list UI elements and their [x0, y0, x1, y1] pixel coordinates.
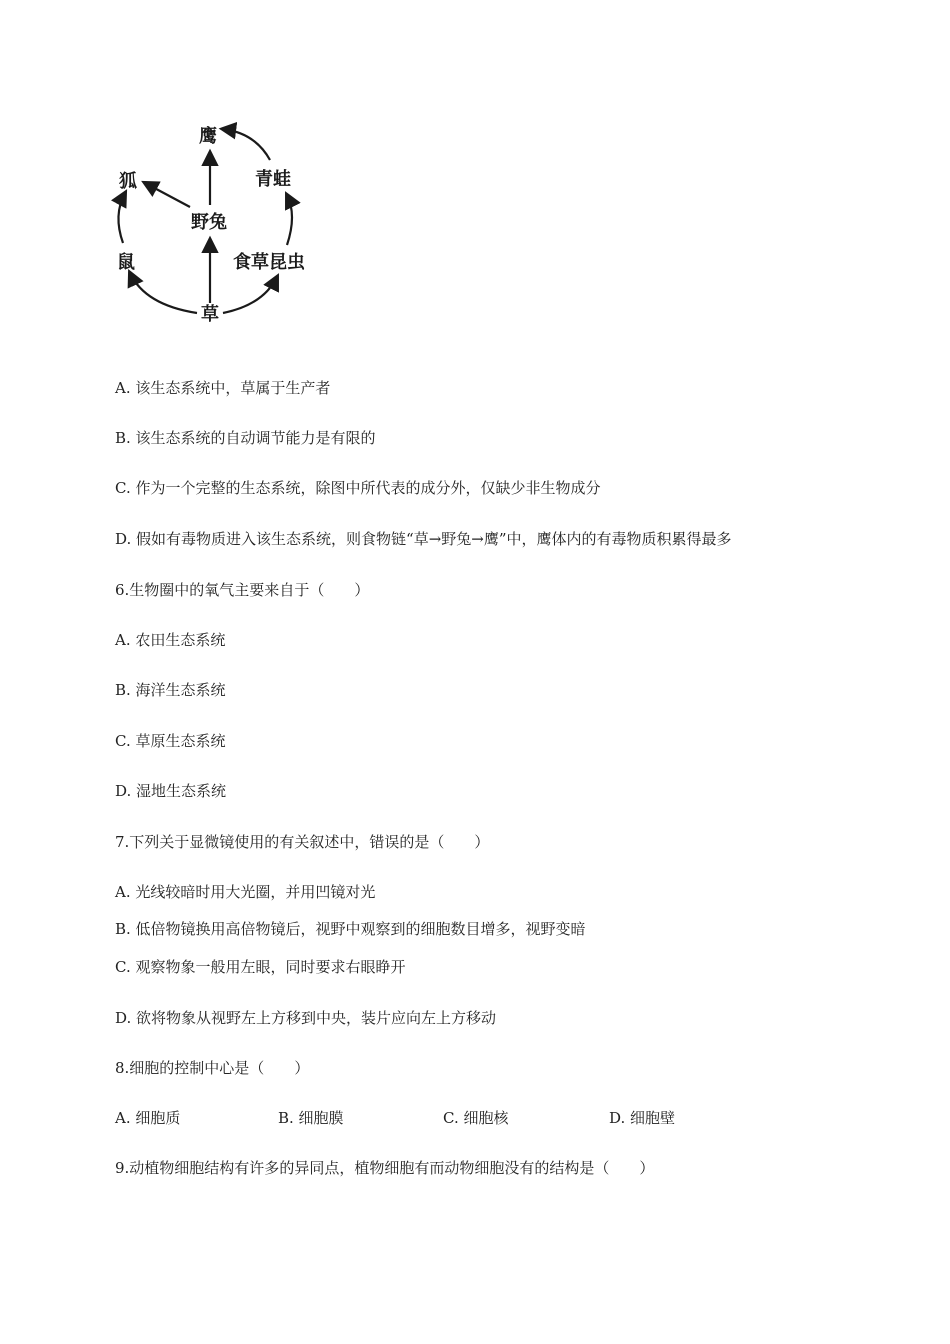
q7-option-d: D. 欲将物象从视野左上方移到中央，装片应向左上方移动	[115, 1009, 497, 1027]
q6-option-a: A. 农田生态系统	[115, 631, 226, 649]
arrow-frog-eagle	[223, 129, 270, 160]
q6-option-c: C. 草原生态系统	[115, 732, 226, 750]
q5-option-a: A. 该生态系统中，草属于生产者	[115, 379, 331, 397]
q7-stem: 7.下列关于显微镜使用的有关叙述中，错误的是（ ）	[115, 833, 490, 851]
node-grass: 草	[201, 304, 219, 325]
q7-option-c: C. 观察物象一般用左眼，同时要求右眼睁开	[115, 958, 406, 976]
q9-stem: 9.动植物细胞结构有许多的异同点，植物细胞有而动物细胞没有的结构是（ ）	[115, 1159, 655, 1177]
q8-option-b: B. 细胞膜	[278, 1109, 344, 1127]
q6-option-b: B. 海洋生态系统	[115, 681, 226, 699]
arrow-grass-mouse	[130, 273, 197, 313]
q8-option-c: C. 细胞核	[443, 1109, 509, 1127]
node-eagle: 鹰	[199, 126, 217, 147]
q5-option-d: D. 假如有毒物质进入该生态系统，则食物链“草→野兔→鹰”中，鹰体内的有毒物质积累得最多	[115, 530, 732, 548]
node-frog: 青蛙	[255, 169, 291, 190]
q7-option-b: B. 低倍物镜换用高倍物镜后，视野中观察到的细胞数目增多，视野变暗	[115, 920, 586, 938]
q8-option-d: D. 细胞壁	[609, 1109, 676, 1127]
node-fox: 狐	[119, 171, 137, 192]
arrow-grass-insect	[223, 277, 277, 313]
q5-option-c: C. 作为一个完整的生态系统，除图中所代表的成分外，仅缺少非生物成分	[115, 479, 601, 497]
q8-option-a: A. 细胞质	[115, 1109, 181, 1127]
q7-option-a: A. 光线较暗时用大光圈，并用凹镜对光	[115, 883, 376, 901]
node-rabbit: 野兔	[191, 212, 227, 233]
node-mouse: 鼠	[117, 252, 135, 273]
q6-option-d: D. 湿地生态系统	[115, 782, 227, 800]
q8-stem: 8.细胞的控制中心是（ ）	[115, 1059, 310, 1077]
q5-option-b: B. 该生态系统的自动调节能力是有限的	[115, 429, 376, 447]
arrow-mouse-fox	[118, 193, 125, 243]
node-insect: 食草昆虫	[233, 252, 305, 273]
arrow-rabbit-fox	[145, 183, 190, 207]
food-web-diagram	[105, 115, 335, 330]
arrow-insect-frog	[287, 195, 292, 245]
q6-stem: 6.生物圈中的氧气主要来自于（ ）	[115, 581, 370, 599]
